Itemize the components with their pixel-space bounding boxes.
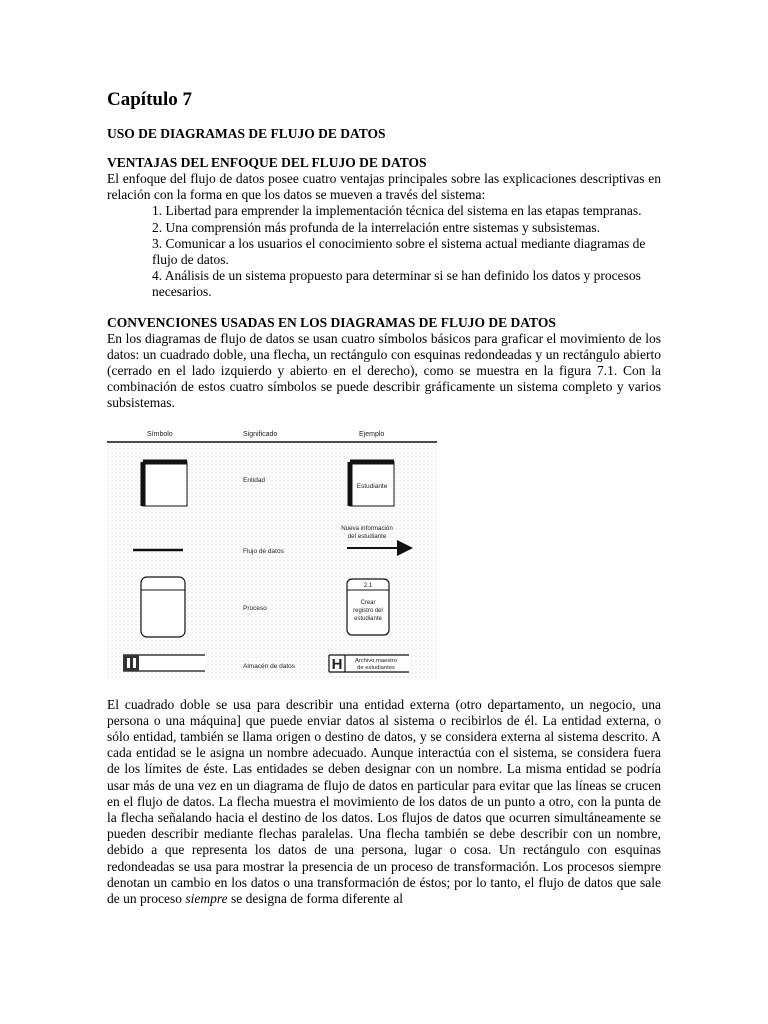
list-item: 3. Comunicar a los usuarios el conocimiento sobre el sistema actual mediante diagramas de flujo de datos.	[152, 235, 646, 268]
section-heading-conventions: CONVENCIONES USADAS EN LOS DIAGRAMAS DE FLUJO DE DATOS	[107, 314, 556, 330]
process-id: 2.1	[363, 582, 373, 589]
section-intro-advantages: El enfoque del flujo de datos posee cuatro ventajas principales sobre las explicaciones descriptivas en relación con la forma en que los datos se mueven a través del sistema:	[107, 171, 661, 203]
paragraph-text-end: se designa de forma diferente al	[230, 891, 404, 907]
dfd-symbols-figure	[107, 424, 437, 679]
paragraph-symbols-explanation	[107, 697, 661, 908]
paragraph-text-start: El cuadrado doble se usa para describir una entidad externa (otro departamento, un negocio, una persona o una máquina] que puede enviar datos al sistema o recibirlos de él. La entidad externa, o sólo entidad, también se llama origen o destino de datos, y se considera externa al sistema descrito. A cada entidad se le asigna un nombre adecuado. Aunque interactúa con el sistema, se considera fuera de los límites de éste. Las entidades se deben designar con un nombre. La misma entidad se podría usar más de una vez en un diagrama de flujo de datos en particular para evitar que las líneas se crucen en el flujo de datos. La flecha muestra el movimiento de los datos de un punto a otro, con la punta de la flecha señalando hacia el destino de los datos. Los flujos de datos que ocurren simultáneamente se pueden describir mediante flechas paralelas. Una flecha también se debe describir con un nombre, debido a que representa los datos de una persona, lugar o cosa. Un rectángulo con esquinas redondeadas se usa para mostrar la presencia de un proceso de transformación. Los procesos siempre denotan un cambio en los datos o una transformación de éstos; por lo tanto, el flujo de datos que sale de un proceso	[107, 696, 661, 907]
example-process-label-1: Crear	[360, 599, 376, 606]
section-heading-advantages: VENTAJAS DEL ENFOQUE DEL FLUJO DE DATOS	[107, 155, 427, 170]
example-flow-label-2: del estudiante	[347, 532, 387, 540]
document-title: USO DE DIAGRAMAS DE FLUJO DE DATOS	[107, 126, 386, 141]
meaning-entity: Entidad	[243, 476, 266, 484]
document-page	[107, 88, 661, 907]
example-store-label-2: de estudiantes	[357, 664, 395, 671]
example-process-label-3: estudiante	[354, 615, 382, 622]
header-example: Ejemplo	[359, 430, 385, 438]
example-store-label-1: Archivo maestro	[355, 657, 397, 664]
process-symbol	[141, 577, 185, 637]
example-flow-label-1: Nueva información	[341, 524, 393, 532]
entity-symbol	[143, 462, 187, 506]
meaning-process: Proceso	[243, 604, 267, 612]
section-intro-conventions: En los diagramas de flujo de datos se usan cuatro símbolos básicos para graficar el movimiento de los datos: un cuadrado doble, una flecha, un rectángulo con esquinas redondeadas y un rectángulo abierto (cerrado en el lado izquierdo y abierto en el derecho), como se muestra en la figura 7.1. Con la combinación de estos cuatro símbolos se puede describir gráficamente un sistema completo y varios subsistemas.	[107, 330, 661, 411]
header-meaning: Significado	[243, 430, 278, 438]
example-process-label-2: registro del	[353, 607, 383, 614]
meaning-flow: Flujo de datos	[243, 547, 284, 555]
example-entity-label: Estudiante	[356, 482, 388, 490]
list-item: 1. Libertad para emprender la implementación técnica del sistema en las etapas tempranas.	[152, 203, 642, 219]
store-symbol	[123, 655, 205, 671]
advantages-list	[152, 203, 661, 300]
list-item: 4. Análisis de un sistema propuesto para determinar si se han definido los datos y procesos necesarios.	[152, 268, 641, 300]
list-item: 2. Una comprensión más profunda de la interrelación entre sistemas y subsistemas.	[152, 219, 601, 235]
figure-svg	[107, 424, 437, 679]
meaning-store: Almacén de datos	[243, 662, 296, 670]
header-symbol: Símbolo	[147, 430, 173, 438]
emphasis-siempre: siempre	[185, 891, 228, 907]
chapter-title: Capítulo 7	[107, 89, 192, 110]
store-id: H	[331, 655, 343, 673]
